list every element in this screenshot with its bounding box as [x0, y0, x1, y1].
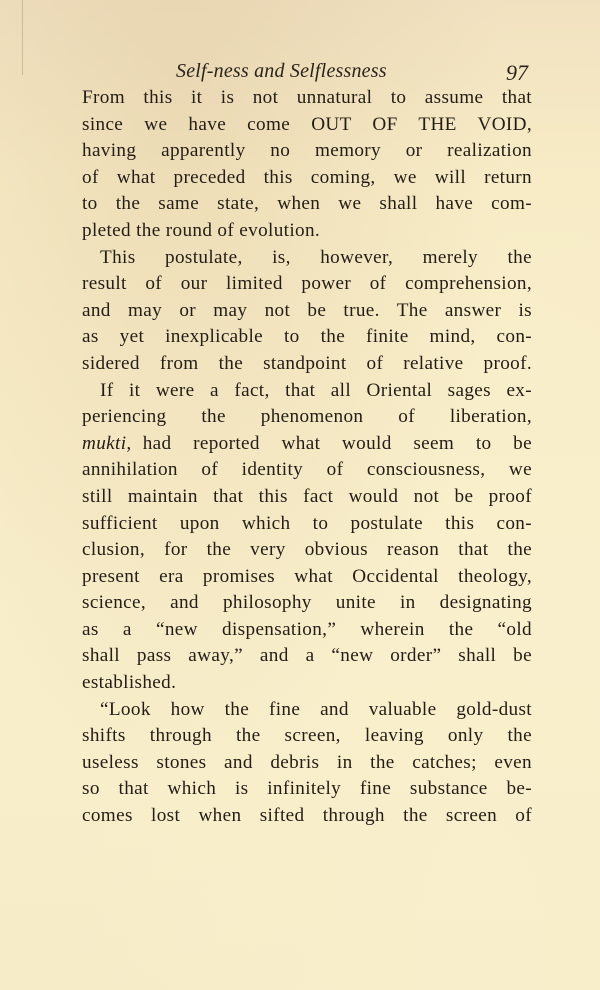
paragraph	[82, 697, 532, 830]
text-line: If it were a fact, that all Oriental sages ex-	[100, 379, 532, 401]
text-line: comes lost when sifted through the screen of	[82, 805, 532, 827]
text-line: as a “new dispensation,” wherein the “old	[82, 618, 532, 640]
text-line: clusion, for the very obvious reason that the	[82, 539, 532, 561]
text-line: periencing the phenomenon of liberation,	[82, 406, 532, 428]
text-line: “Look how the fine and valuable gold-dust	[100, 698, 532, 720]
text-line: as yet inexplicable to the finite mind, con-	[82, 326, 532, 348]
paragraph	[82, 85, 532, 245]
body-text	[82, 85, 532, 830]
text-line: present era promises what Occidental theology,	[82, 565, 532, 587]
text-line: sidered from the standpoint of relative proof.	[82, 352, 532, 374]
running-header	[82, 58, 532, 88]
text-line: shifts through the screen, leaving only the	[82, 725, 532, 747]
text-line: having apparently no memory or realization	[82, 140, 532, 162]
text-line: useless stones and debris in the catches; even	[82, 751, 532, 773]
text-line: annihilation of identity of consciousness, we	[82, 459, 532, 481]
text-line: and may or may not be true. The answer is	[82, 299, 532, 321]
text-line: established.	[82, 672, 177, 694]
text-line: since we have come OUT OF THE VOID,	[82, 113, 532, 135]
text-line: result of our limited power of comprehension,	[82, 273, 532, 295]
text-line: of what preceded this coming, we will return	[82, 166, 532, 188]
text-line-rest: had reported what would seem to be	[142, 432, 532, 454]
text-line: to the same state, when we shall have com-	[82, 193, 532, 215]
page-edge	[22, 0, 23, 75]
text-line: This postulate, is, however, merely the	[100, 246, 532, 268]
text-line: still maintain that this fact would not be proof	[82, 485, 532, 507]
text-line-with-italic	[82, 431, 532, 458]
running-title: Self-ness and Selflessness	[176, 60, 387, 82]
text-line: shall pass away,” and a “new order” shall be	[82, 645, 532, 667]
text-line: so that which is infinitely fine substance be-	[82, 778, 532, 800]
paragraph	[82, 378, 532, 697]
text-line: sufficient upon which to postulate this con-	[82, 512, 532, 534]
text-line: science, and philosophy unite in designating	[82, 592, 532, 614]
text-line: From this it is not unnatural to assume that	[82, 87, 532, 108]
text-line: pleted the round of evolution.	[82, 219, 321, 241]
italic-term-mukti: mukti,	[82, 432, 132, 454]
paragraph	[82, 245, 532, 378]
page-number: 97	[506, 60, 528, 85]
